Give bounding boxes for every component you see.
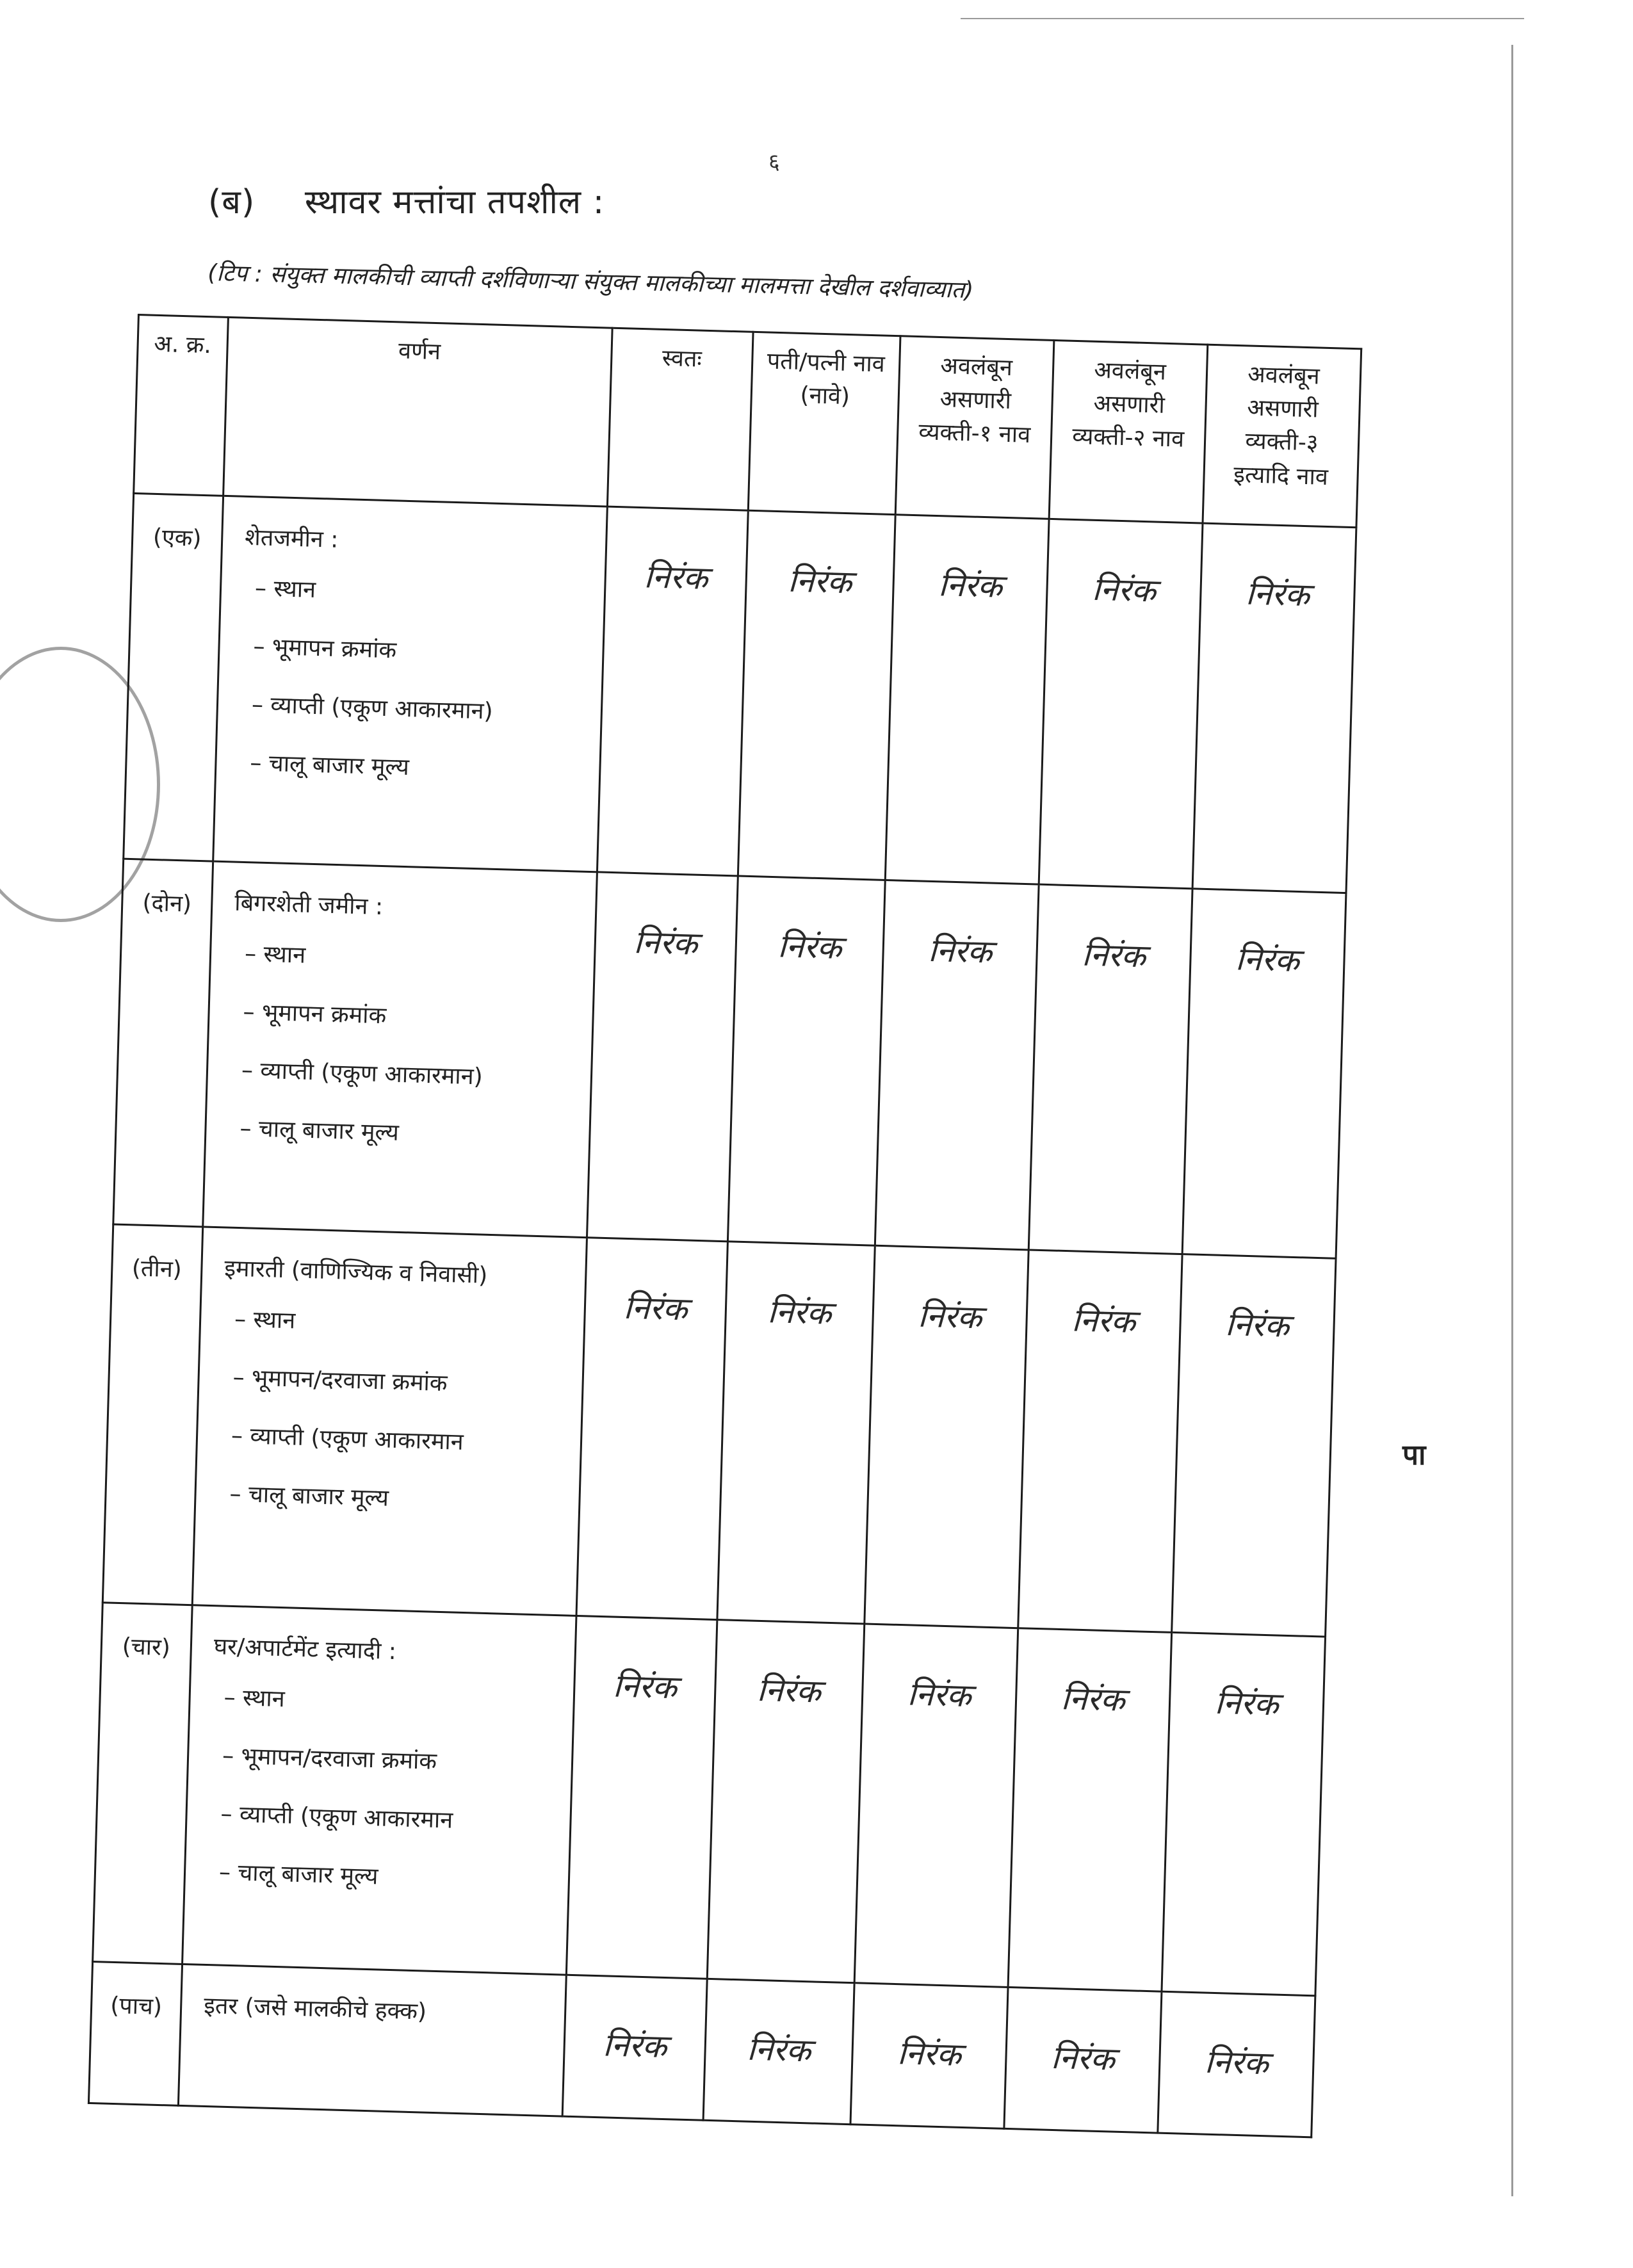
- row-title: शेतजमीन :: [244, 524, 339, 553]
- table-row-non-agricultural-land: [113, 859, 1346, 1258]
- row-description: [178, 1964, 566, 2116]
- cell-spouse: निरंक: [738, 510, 895, 880]
- table-row-house-apartment: [93, 1603, 1326, 1996]
- row-item-survey-number: – भूमापन क्रमांक: [243, 999, 387, 1030]
- cell-dependent-1: निरंक: [865, 1245, 1028, 1628]
- row-description: [213, 496, 608, 872]
- page-right-edge-line: [1511, 45, 1513, 2196]
- note-text: (टिप : संयुक्त मालकीची व्याप्ती दर्शविणाऱ्या संयुक्त मालकीच्या मालमत्ता देखील दर्शवाव्यात): [207, 259, 974, 304]
- header-serial: अ. क्र.: [134, 315, 229, 496]
- row-description: [183, 1605, 576, 1975]
- cell-spouse: निरंक: [727, 876, 885, 1245]
- row-description: [203, 861, 597, 1238]
- cell-dependent-2: निरंक: [1028, 884, 1192, 1254]
- row-title: बिगरशेती जमीन :: [234, 889, 384, 921]
- row-item-location: – स्थान: [234, 1306, 296, 1334]
- section-title: स्थावर मत्तांचा तपशील :: [304, 183, 605, 222]
- cell-dependent-3: निरंक: [1172, 1254, 1336, 1637]
- header-spouse: पती/पत्नी नाव (नावे): [748, 332, 900, 514]
- margin-text: पा: [1402, 1439, 1426, 1471]
- row-description: [192, 1227, 587, 1616]
- cell-self: निरंक: [587, 872, 738, 1242]
- row-item-area: – व्याप्ती (एकूण आकारमान: [231, 1422, 464, 1455]
- header-description: वर्णन: [223, 317, 613, 506]
- row-item-area: – व्याप्ती (एकूण आकारमान): [251, 692, 494, 725]
- row-item-survey-door-number: – भूमापन/दरवाजा क्रमांक: [222, 1742, 437, 1775]
- cell-dependent-3: निरंक: [1158, 1991, 1315, 2137]
- header-dependent-2: अवलंबून असणारी व्यक्ती-२ नाव: [1049, 340, 1208, 523]
- row-item-market-value: – चालू बाजार मूल्य: [239, 1115, 400, 1146]
- cell-dependent-2: निरंक: [1039, 519, 1203, 888]
- cell-self: निरंक: [576, 1238, 727, 1620]
- cell-dependent-2: निरंक: [1008, 1628, 1172, 1991]
- header-self: स्वतः: [607, 328, 753, 510]
- table-header-row: [134, 315, 1361, 528]
- row-serial: (तीन): [102, 1224, 202, 1605]
- cell-dependent-1: निरंक: [885, 515, 1049, 884]
- cell-self: निरंक: [566, 1616, 717, 1979]
- row-title: इमारती (वाणिज्यिक व निवासी): [223, 1255, 488, 1289]
- row-item-area: – व्याप्ती (एकूण आकारमान): [241, 1057, 483, 1090]
- cell-dependent-2: निरंक: [1004, 1987, 1162, 2133]
- cell-dependent-1: निरंक: [854, 1624, 1018, 1987]
- table-row-agricultural-land: [124, 493, 1356, 893]
- row-item-area: – व्याप्ती (एकूण आकारमान: [220, 1801, 453, 1834]
- row-serial: (दोन): [113, 859, 213, 1227]
- cell-dependent-1: निरंक: [850, 1983, 1008, 2129]
- cell-spouse: निरंक: [703, 1979, 854, 2124]
- cell-dependent-3: निरंक: [1182, 889, 1346, 1258]
- row-item-market-value: – चालू बाजार मूल्य: [249, 750, 410, 781]
- row-title: घर/अपार्टमेंट इत्यादी :: [213, 1633, 397, 1665]
- cell-dependent-3: निरंक: [1192, 523, 1356, 893]
- row-title: इतर (जसे मालकीचे हक्क): [203, 1992, 427, 2025]
- header-dependent-1: अवलंबून असणारी व्यक्ती-१ नाव: [895, 336, 1054, 519]
- table-row-buildings: [102, 1224, 1336, 1637]
- row-item-survey-door-number: – भूमापन/दरवाजा क्रमांक: [232, 1364, 448, 1397]
- cell-spouse: निरंक: [707, 1620, 865, 1983]
- row-item-market-value: – चालू बाजार मूल्य: [229, 1480, 389, 1512]
- row-item-market-value: – चालू बाजार मूल्य: [218, 1859, 379, 1890]
- page-top-edge-line: [961, 18, 1524, 19]
- immovable-assets-table-wrap: [92, 314, 1360, 2082]
- immovable-assets-table: [88, 314, 1362, 2138]
- section-marker: (ब): [208, 183, 256, 222]
- row-item-location: – स्थान: [254, 575, 316, 603]
- cell-dependent-3: निरंक: [1162, 1632, 1326, 1995]
- cell-spouse: निरंक: [717, 1242, 875, 1624]
- row-item-survey-number: – भूमापन क्रमांक: [252, 633, 397, 664]
- cell-self: निरंक: [597, 506, 748, 876]
- row-item-location: – स्थान: [223, 1684, 286, 1713]
- header-dependent-3: अवलंबून असणारी व्यक्ती-३ इत्यादि नाव: [1203, 344, 1361, 528]
- row-serial: (चार): [93, 1603, 193, 1964]
- row-item-location: – स्थान: [244, 941, 306, 969]
- cell-dependent-1: निरंक: [875, 880, 1039, 1249]
- cell-self: निरंक: [562, 1975, 707, 2120]
- row-serial: (एक): [124, 493, 223, 861]
- row-serial: (पाच): [88, 1962, 182, 2106]
- page-number: ६: [768, 149, 780, 175]
- cell-dependent-2: निरंक: [1018, 1250, 1182, 1632]
- section-heading: [208, 178, 605, 223]
